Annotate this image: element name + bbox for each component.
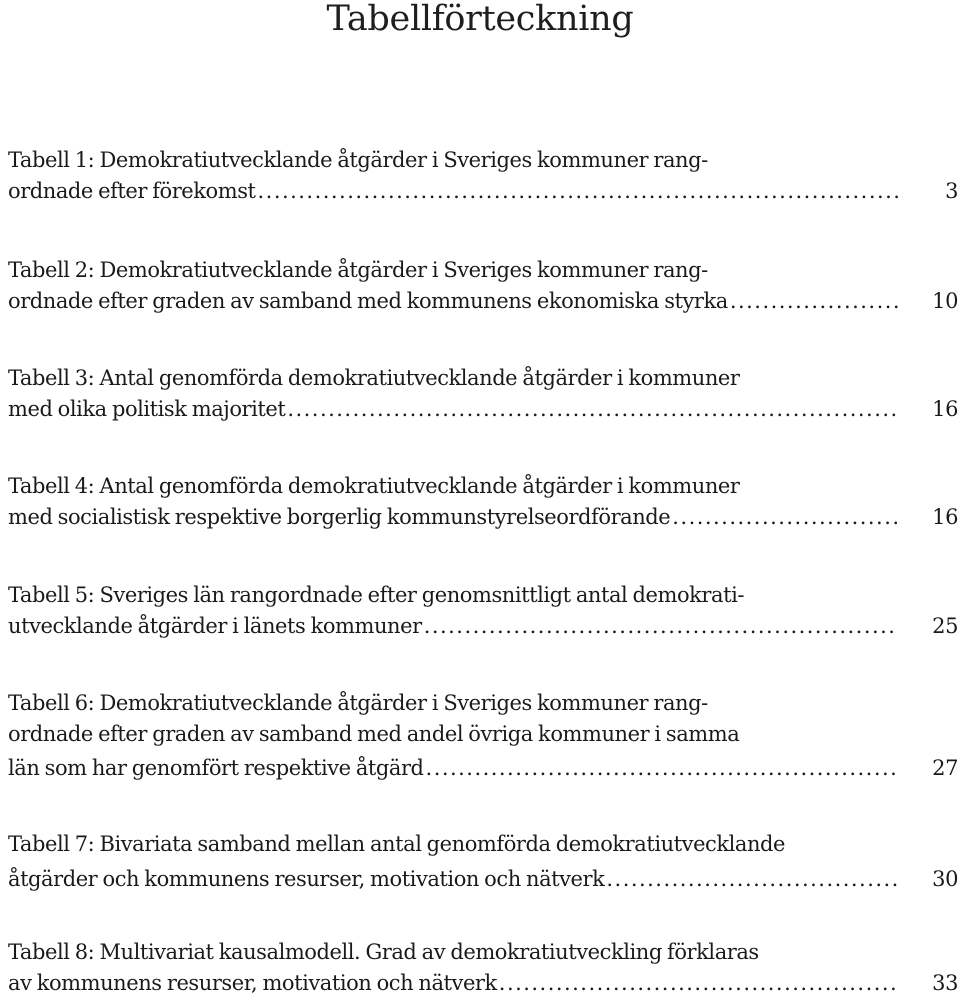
toc-page-number: 3 xyxy=(945,179,958,203)
toc-page-number: 33 xyxy=(932,971,958,995)
toc-page-number: 16 xyxy=(932,505,958,529)
toc-entry-text-line: Tabell 1: Demokratiutvecklande åtgärder i Sveriges kommuner rang- xyxy=(8,148,708,172)
toc-entry-tabell-5[interactable] xyxy=(8,580,958,642)
toc-entry-tabell-1[interactable] xyxy=(8,145,958,207)
page-title: Tabellförteckning xyxy=(326,0,634,39)
toc-entry-text-line: av kommunens resurser, motivation och nätverk xyxy=(8,971,497,995)
toc-entry-text-line: med socialistisk respektive borgerlig kommunstyrelseordförande xyxy=(8,505,671,529)
dot-leader xyxy=(258,176,900,207)
toc-entry-tabell-6[interactable] xyxy=(8,688,958,784)
toc-entry-text-line: Tabell 5: Sveriges län rangordnade efter genomsnittligt antal demokrati- xyxy=(8,583,744,607)
toc-entry-text-line: Tabell 4: Antal genomförda demokratiutvecklande åtgärder i kommuner xyxy=(8,474,740,498)
toc-entry-tabell-4[interactable] xyxy=(8,471,958,533)
toc-entry-text-line: Tabell 2: Demokratiutvecklande åtgärder i Sveriges kommuner rang- xyxy=(8,258,708,282)
toc-page-number: 25 xyxy=(932,614,958,638)
toc-entry-text-line: Tabell 7: Bivariata samband mellan antal genomförda demokratiutvecklande xyxy=(8,832,786,856)
toc-page-number: 27 xyxy=(932,756,958,780)
dot-leader xyxy=(499,968,898,999)
toc-entry-text-line: Tabell 3: Antal genomförda demokratiutvecklande åtgärder i kommuner xyxy=(8,366,740,390)
toc-entry-tabell-8[interactable] xyxy=(8,937,958,999)
dot-leader xyxy=(606,864,898,895)
toc-entry-text-line: ordnade efter graden av samband med andel övriga kommuner i samma xyxy=(8,722,740,746)
toc-entry-text-line: med olika politisk majoritet xyxy=(8,397,286,421)
dot-leader xyxy=(730,286,898,317)
toc-entry-text-line: Tabell 6: Demokratiutvecklande åtgärder i Sveriges kommuner rang- xyxy=(8,691,708,715)
toc-entry-text-line: Tabell 8: Multivariat kausalmodell. Grad av demokratiutveckling förklaras xyxy=(8,940,759,964)
toc-page-number: 16 xyxy=(932,397,958,421)
dot-leader xyxy=(672,502,898,533)
dot-leader xyxy=(426,753,899,784)
toc-page-number: 10 xyxy=(932,289,958,313)
toc-entry-tabell-7[interactable] xyxy=(8,829,958,895)
toc-entry-text-line: utvecklande åtgärder i länets kommuner xyxy=(8,614,422,638)
toc-entry-tabell-3[interactable] xyxy=(8,363,958,425)
toc-entry-text-line: ordnade efter förekomst xyxy=(8,179,256,203)
dot-leader xyxy=(287,394,898,425)
dot-leader xyxy=(424,611,898,642)
toc-entry-tabell-2[interactable] xyxy=(8,255,958,317)
toc-entry-text-line: län som har genomfört respektive åtgärd xyxy=(8,756,424,780)
toc-entry-text-line: åtgärder och kommunens resurser, motivation och nätverk xyxy=(8,867,605,891)
toc-entry-text-line: ordnade efter graden av samband med kommunens ekonomiska styrka xyxy=(8,289,728,313)
toc-page-number: 30 xyxy=(932,867,958,891)
